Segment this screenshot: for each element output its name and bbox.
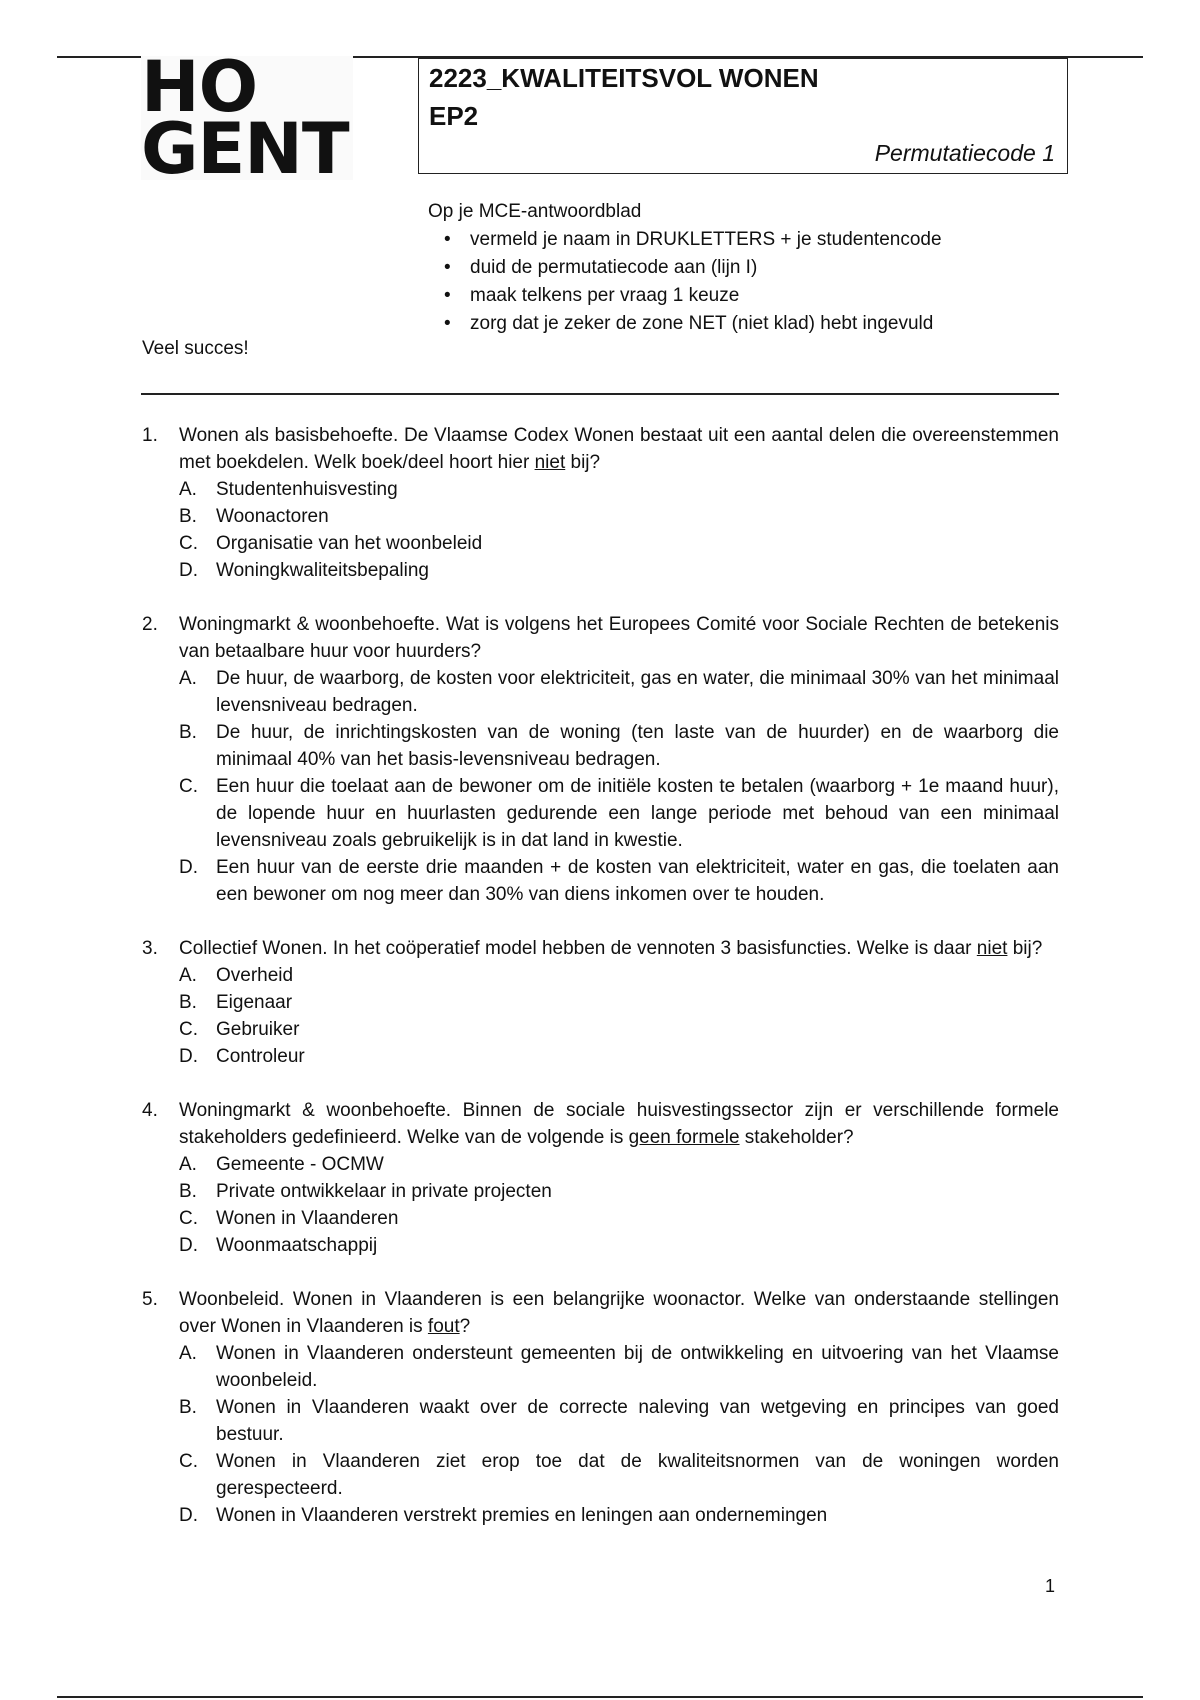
question-2 — [142, 611, 1059, 908]
emphasis: niet — [976, 938, 1008, 959]
answer-option: A. De huur, de waarborg, de kosten voor elektriciteit, gas en water, die minimaal 30% van het minimaal levensniveau bedragen. — [179, 668, 1059, 716]
question-3 — [142, 935, 1059, 1070]
question-number: 2. — [142, 614, 158, 635]
answer-option: D. Woonmaatschappij — [179, 1235, 378, 1256]
answer-option: C. Organisatie van het woonbeleid — [179, 533, 483, 554]
answer-option: C. Een huur die toelaat aan de bewoner om de initiële kosten te betalen (waarborg + 1e maand huur), de lopende huur en huurlasten gedurende een lange periode met behoud van een minimaal levensniveau zoals gebruikelijk is in dat land in kwestie. — [179, 776, 1059, 851]
course-title-box — [418, 58, 1068, 174]
question-text: Woonbeleid. Wonen in Vlaanderen is een belangrijke woonactor. Welke van onderstaande stellingen over Wonen in Vlaanderen is fout? — [179, 1289, 1059, 1337]
answer-option: C. Gebruiker — [179, 1019, 300, 1040]
answer-option: C. Wonen in Vlaanderen ziet erop toe dat de kwaliteitsnormen van de woningen worden gerespecteerd. — [179, 1451, 1059, 1499]
question-5 — [142, 1286, 1059, 1529]
instruction-item: • maak telkens per vraag 1 keuze — [470, 282, 942, 310]
question-text: Woningmarkt & woonbehoefte. Binnen de sociale huisvestingssector zijn er verschillende formele stakeholders gedefinieerd. Welke van de volgende is geen formele stakeholder? — [179, 1100, 1059, 1148]
answer-option: B. Wonen in Vlaanderen waakt over de correcte naleving van wetgeving en principes van goed bestuur. — [179, 1397, 1059, 1445]
question-text: Wonen als basisbehoefte. De Vlaamse Codex Wonen bestaat uit een aantal delen die overeenstemmen met boekdelen. Welk boek/deel hoort hier niet bij? — [179, 425, 1059, 473]
answer-option: A. Wonen in Vlaanderen ondersteunt gemeenten bij de ontwikkeling en uitvoering van het Vlaamse woonbeleid. — [179, 1343, 1059, 1391]
question-list — [142, 422, 1059, 1556]
question-text: Collectief Wonen. In het coöperatief model hebben de vennoten 3 basisfuncties. Welke is daar niet bij? — [179, 938, 1043, 959]
question-number: 4. — [142, 1100, 158, 1121]
question-number: 1. — [142, 425, 158, 446]
permutation-code: Permutatiecode 1 — [874, 140, 1055, 166]
separator-line — [141, 393, 1059, 395]
answer-option: D. Een huur van de eerste drie maanden + de kosten van elektriciteit, water en gas, die toelaten aan een bewoner om nog meer dan 30% van diens inkomen over te houden. — [179, 857, 1059, 905]
answer-option: A. Overheid — [179, 965, 294, 986]
logo-line-1: HO — [141, 46, 258, 128]
exam-period: EP2 — [429, 101, 479, 131]
question-1 — [142, 422, 1059, 584]
answer-option: A. Gemeente - OCMW — [179, 1154, 384, 1175]
answer-option: B. Private ontwikkelaar in private projecten — [179, 1181, 552, 1202]
instructions-list — [428, 226, 942, 338]
instructions-intro: Op je MCE-antwoordblad — [428, 201, 642, 222]
header-rule-left — [57, 56, 143, 58]
hogent-logo — [141, 46, 353, 190]
question-number: 5. — [142, 1289, 158, 1310]
answer-option: D. Wonen in Vlaanderen verstrekt premies en leningen aan ondernemingen — [179, 1505, 828, 1526]
answer-option: B. De huur, de inrichtingskosten van de woning (ten laste van de huurder) en de waarborg die minimaal 40% van het basis-levensniveau bedragen. — [179, 722, 1059, 770]
question-text: Woningmarkt & woonbehoefte. Wat is volgens het Europees Comité voor Sociale Rechten de betekenis van betaalbare huur voor huurders? — [179, 614, 1059, 662]
instruction-item: • duid de permutatiecode aan (lijn I) — [470, 254, 942, 282]
answer-option: B. Eigenaar — [179, 992, 293, 1013]
emphasis: fout — [427, 1316, 460, 1337]
logo-line-2: GENT — [141, 108, 349, 190]
answer-option: D. Controleur — [179, 1046, 305, 1067]
answer-option: C. Wonen in Vlaanderen — [179, 1208, 399, 1229]
course-title: 2223_KWALITEITSVOL WONEN — [429, 63, 819, 93]
greeting: Veel succes! — [142, 338, 249, 359]
page-number: 1 — [1045, 1576, 1056, 1596]
answer-option: A. Studentenhuisvesting — [179, 479, 398, 500]
emphasis: geen formele — [628, 1127, 740, 1148]
instruction-item: • zorg dat je zeker de zone NET (niet klad) hebt ingevuld — [470, 310, 942, 338]
question-number: 3. — [142, 938, 158, 959]
question-4 — [142, 1097, 1059, 1259]
instruction-item: • vermeld je naam in DRUKLETTERS + je studentencode — [470, 226, 942, 254]
footer-rule — [57, 1696, 1143, 1698]
instructions — [428, 198, 942, 338]
emphasis: niet — [534, 452, 566, 473]
answer-option: D. Woningkwaliteitsbepaling — [179, 560, 429, 581]
answer-option: B. Woonactoren — [179, 506, 329, 527]
